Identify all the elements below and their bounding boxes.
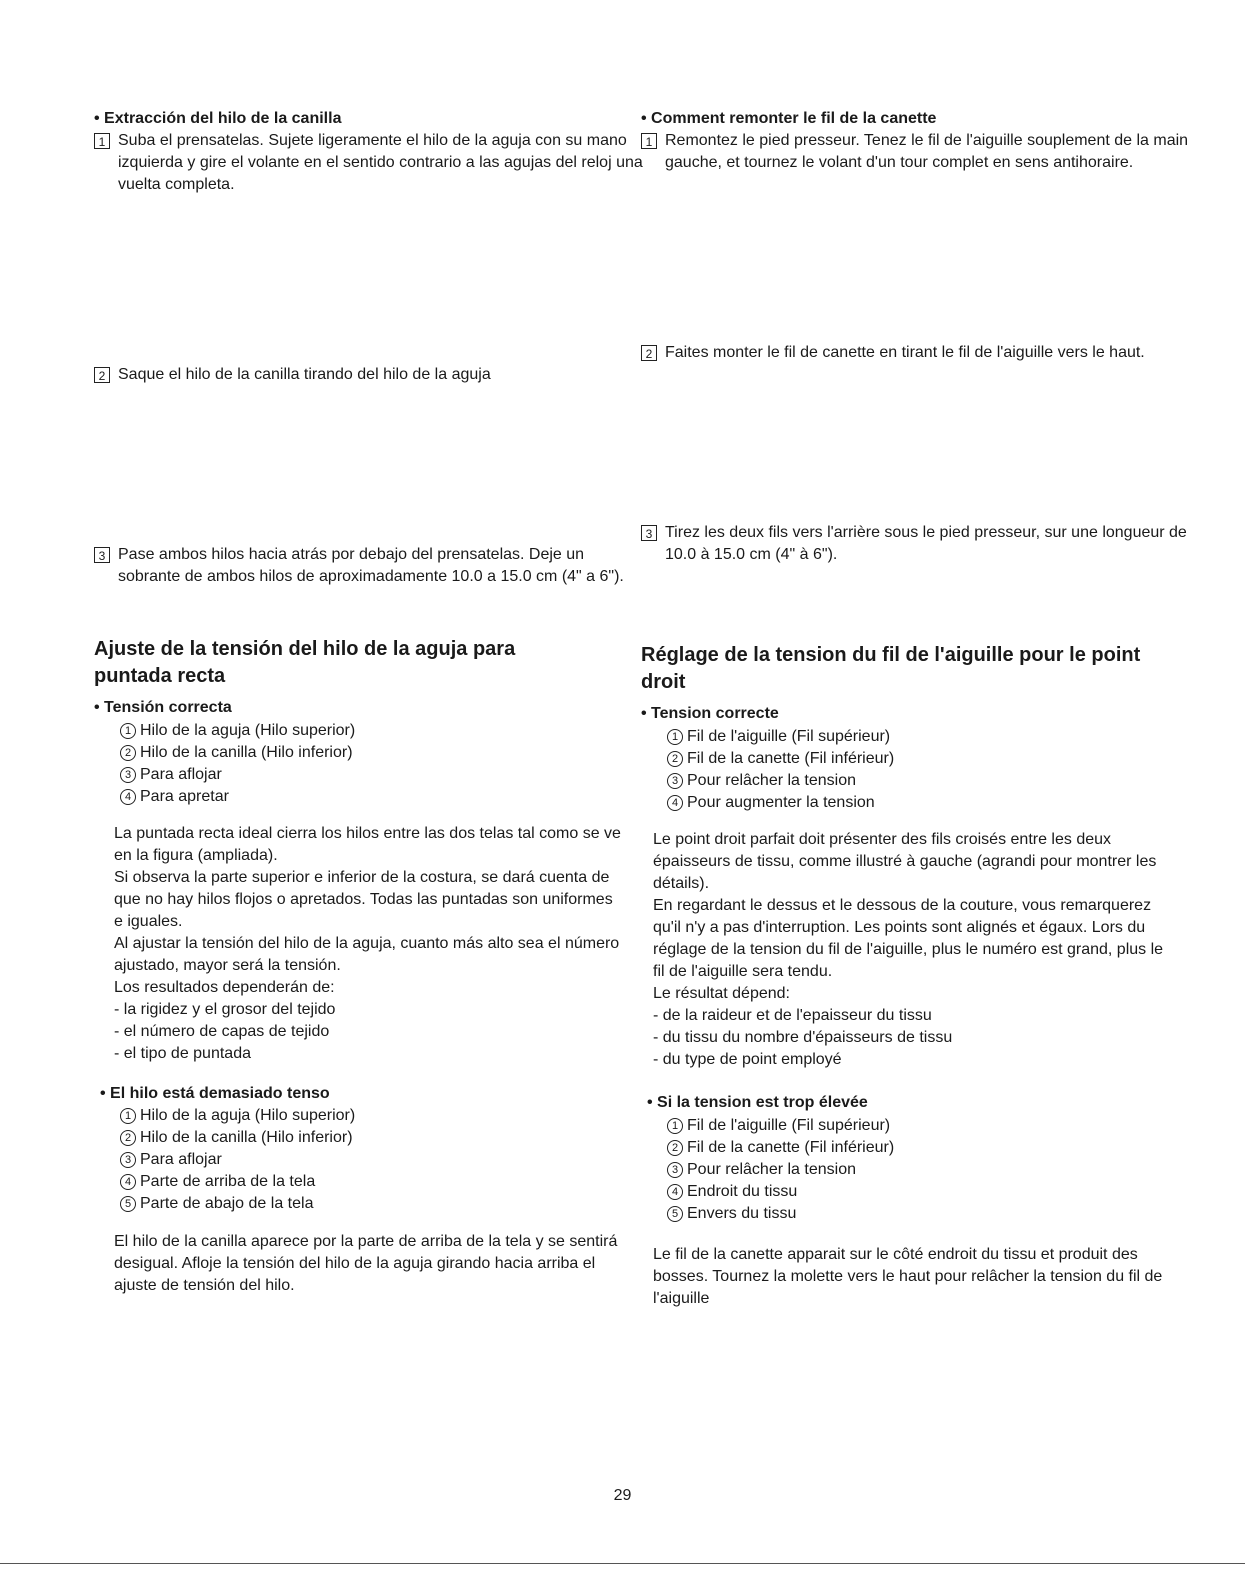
- es-section1-title: • Extracción del hilo de la canilla: [94, 110, 342, 127]
- list-item: 1 Hilo de la aguja (Hilo superior): [120, 720, 355, 742]
- list-item: 2 Fil de la canette (Fil inférieur): [667, 1137, 894, 1159]
- circled-number-icon: 1: [667, 729, 683, 745]
- list-item: 4 Para apretar: [120, 786, 355, 808]
- list-item: 2 Hilo de la canilla (Hilo inferior): [120, 1127, 355, 1149]
- circled-number-icon: 3: [667, 1162, 683, 1178]
- fr-step-2-text: Faites monter le fil de canette en tirant le fil de l'aiguille vers le haut.: [665, 344, 1145, 361]
- fr-tight-list: [667, 1115, 894, 1225]
- list-item: 2 Hilo de la canilla (Hilo inferior): [120, 742, 355, 764]
- es-step-1: [94, 130, 648, 196]
- circled-number-icon: 2: [667, 751, 683, 767]
- es-step-3: [94, 544, 648, 588]
- circled-number-icon: 3: [120, 1152, 136, 1168]
- list-item: 3 Para aflojar: [120, 1149, 355, 1171]
- es-step-2-text: Saque el hilo de la canilla tirando del hilo de la aguja: [118, 366, 491, 383]
- list-item: 1 Fil de l'aiguille (Fil supérieur): [667, 1115, 894, 1137]
- fr-tight-text: Le fil de la canette apparait sur le côté endroit du tissu et produit des bosses. Tournez la molette vers le haut pour relâcher la tension du fil de l'aiguille: [653, 1246, 1163, 1307]
- circled-number-icon: 1: [120, 723, 136, 739]
- circled-number-icon: 5: [667, 1206, 683, 1222]
- fr-step-2: [641, 342, 1195, 364]
- circled-number-icon: 4: [120, 789, 136, 805]
- bottom-rule: [0, 1563, 1245, 1564]
- list-item: 5 Parte de abajo de la tela: [120, 1193, 355, 1215]
- step-number-box: 3: [94, 547, 110, 563]
- fr-correct-text: Le point droit parfait doit présenter des fils croisés entre les deux épaisseurs de tissu, comme illustré à gauche (agrandi pour montrer les détails). En regardant le dessus et le dessous de la couture, vous remarquerez qu'il n'y a pas d'interruption. Les points sont alignés et égaux. Lors du réglage de la tension du fil de l'aiguille, plus le numéro est grand, plus le fil de l'aiguille sera tendu. Le résultat dépend: - de la raideur et de l'epaisseur du tissu - du tissu du nombre d'épaisseurs de tissu - du type de point employé: [653, 831, 1164, 1068]
- list-item: 4 Pour augmenter la tension: [667, 792, 894, 814]
- circled-number-icon: 3: [667, 773, 683, 789]
- es-step-2: [94, 364, 648, 386]
- fr-step-3-text: Tirez les deux fils vers l'arrière sous le pied presseur, sur une longueur de 10.0 à 15.0 cm (4" à 6").: [665, 524, 1187, 563]
- circled-number-icon: 4: [667, 1184, 683, 1200]
- circled-number-icon: 2: [120, 1130, 136, 1146]
- list-item: 1 Fil de l'aiguille (Fil supérieur): [667, 726, 894, 748]
- french-column: [641, 0, 1189, 1307]
- es-tight-list: [120, 1105, 355, 1215]
- spanish-column: [94, 0, 643, 1294]
- circled-number-icon: 2: [120, 745, 136, 761]
- step-number-box: 2: [641, 345, 657, 361]
- circled-number-icon: 3: [120, 767, 136, 783]
- circled-number-icon: 5: [120, 1196, 136, 1212]
- fr-section1-title: • Comment remonter le fil de la canette: [641, 110, 937, 127]
- es-step-3-text: Pase ambos hilos hacia atrás por debajo del prensatelas. Deje un sobrante de ambos hilos de aproximadamente 10.0 a 15.0 cm (4" a 6").: [118, 546, 624, 585]
- fr-correct-list: [667, 726, 894, 814]
- circled-number-icon: 1: [667, 1118, 683, 1134]
- list-item: 4 Endroit du tissu: [667, 1181, 894, 1203]
- es-tight-text: El hilo de la canilla aparece por la parte de arriba de la tela y se sentirá desigual. Afloje la tensión del hilo de la aguja girando hacia arriba el ajuste de tensión del hilo.: [114, 1233, 618, 1294]
- es-step-1-text: Suba el prensatelas. Sujete ligeramente el hilo de la aguja con su mano izquierda y gire el volante en el sentido contrario a las agujas del reloj una vuelta completa.: [118, 132, 643, 193]
- fr-step-3: [641, 522, 1195, 566]
- page-number: 29: [613, 1487, 632, 1504]
- circled-number-icon: 4: [120, 1174, 136, 1190]
- list-item: 1 Hilo de la aguja (Hilo superior): [120, 1105, 355, 1127]
- step-number-box: 1: [641, 133, 657, 149]
- fr-step-1-text: Remontez le pied presseur. Tenez le fil de l'aiguille souplement de la main gauche, et tournez le volant d'un tour complet en sens antihoraire.: [665, 132, 1189, 171]
- list-item: 3 Para aflojar: [120, 764, 355, 786]
- fr-step-1: [641, 130, 1195, 174]
- step-number-box: 2: [94, 367, 110, 383]
- es-correct-title: • Tensión correcta: [94, 699, 232, 716]
- step-number-box: 3: [641, 525, 657, 541]
- list-item: 4 Parte de arriba de la tela: [120, 1171, 355, 1193]
- fr-correct-title: • Tension correcte: [641, 705, 779, 722]
- circled-number-icon: 1: [120, 1108, 136, 1124]
- circled-number-icon: 2: [667, 1140, 683, 1156]
- es-heading: Ajuste de la tensión del hilo de la aguja para puntada recta: [94, 638, 516, 687]
- fr-heading: Réglage de la tension du fil de l'aiguille pour le point droit: [641, 644, 1141, 693]
- list-item: 2 Fil de la canette (Fil inférieur): [667, 748, 894, 770]
- es-correct-text: La puntada recta ideal cierra los hilos entre las dos telas tal como se ve en la figura (ampliada). Si observa la parte superior e inferior de la costura, se dará cuenta de que no hay hilos flojos o apretados. Todas las puntadas son uniformes e iguales. Al ajustar la tensión del hilo de la aguja, cuanto más alto sea el número ajustado, mayor será la tensión. Los resultados dependerán de: - la rigidez y el grosor del tejido - el número de capas de tejido - el tipo de puntada: [114, 825, 621, 1062]
- fr-tight-title: • Si la tension est trop élevée: [647, 1094, 868, 1111]
- es-tight-title: • El hilo está demasiado tenso: [100, 1085, 330, 1102]
- list-item: 3 Pour relâcher la tension: [667, 1159, 894, 1181]
- step-number-box: 1: [94, 133, 110, 149]
- circled-number-icon: 4: [667, 795, 683, 811]
- list-item: 5 Envers du tissu: [667, 1203, 894, 1225]
- es-correct-list: [120, 720, 355, 808]
- list-item: 3 Pour relâcher la tension: [667, 770, 894, 792]
